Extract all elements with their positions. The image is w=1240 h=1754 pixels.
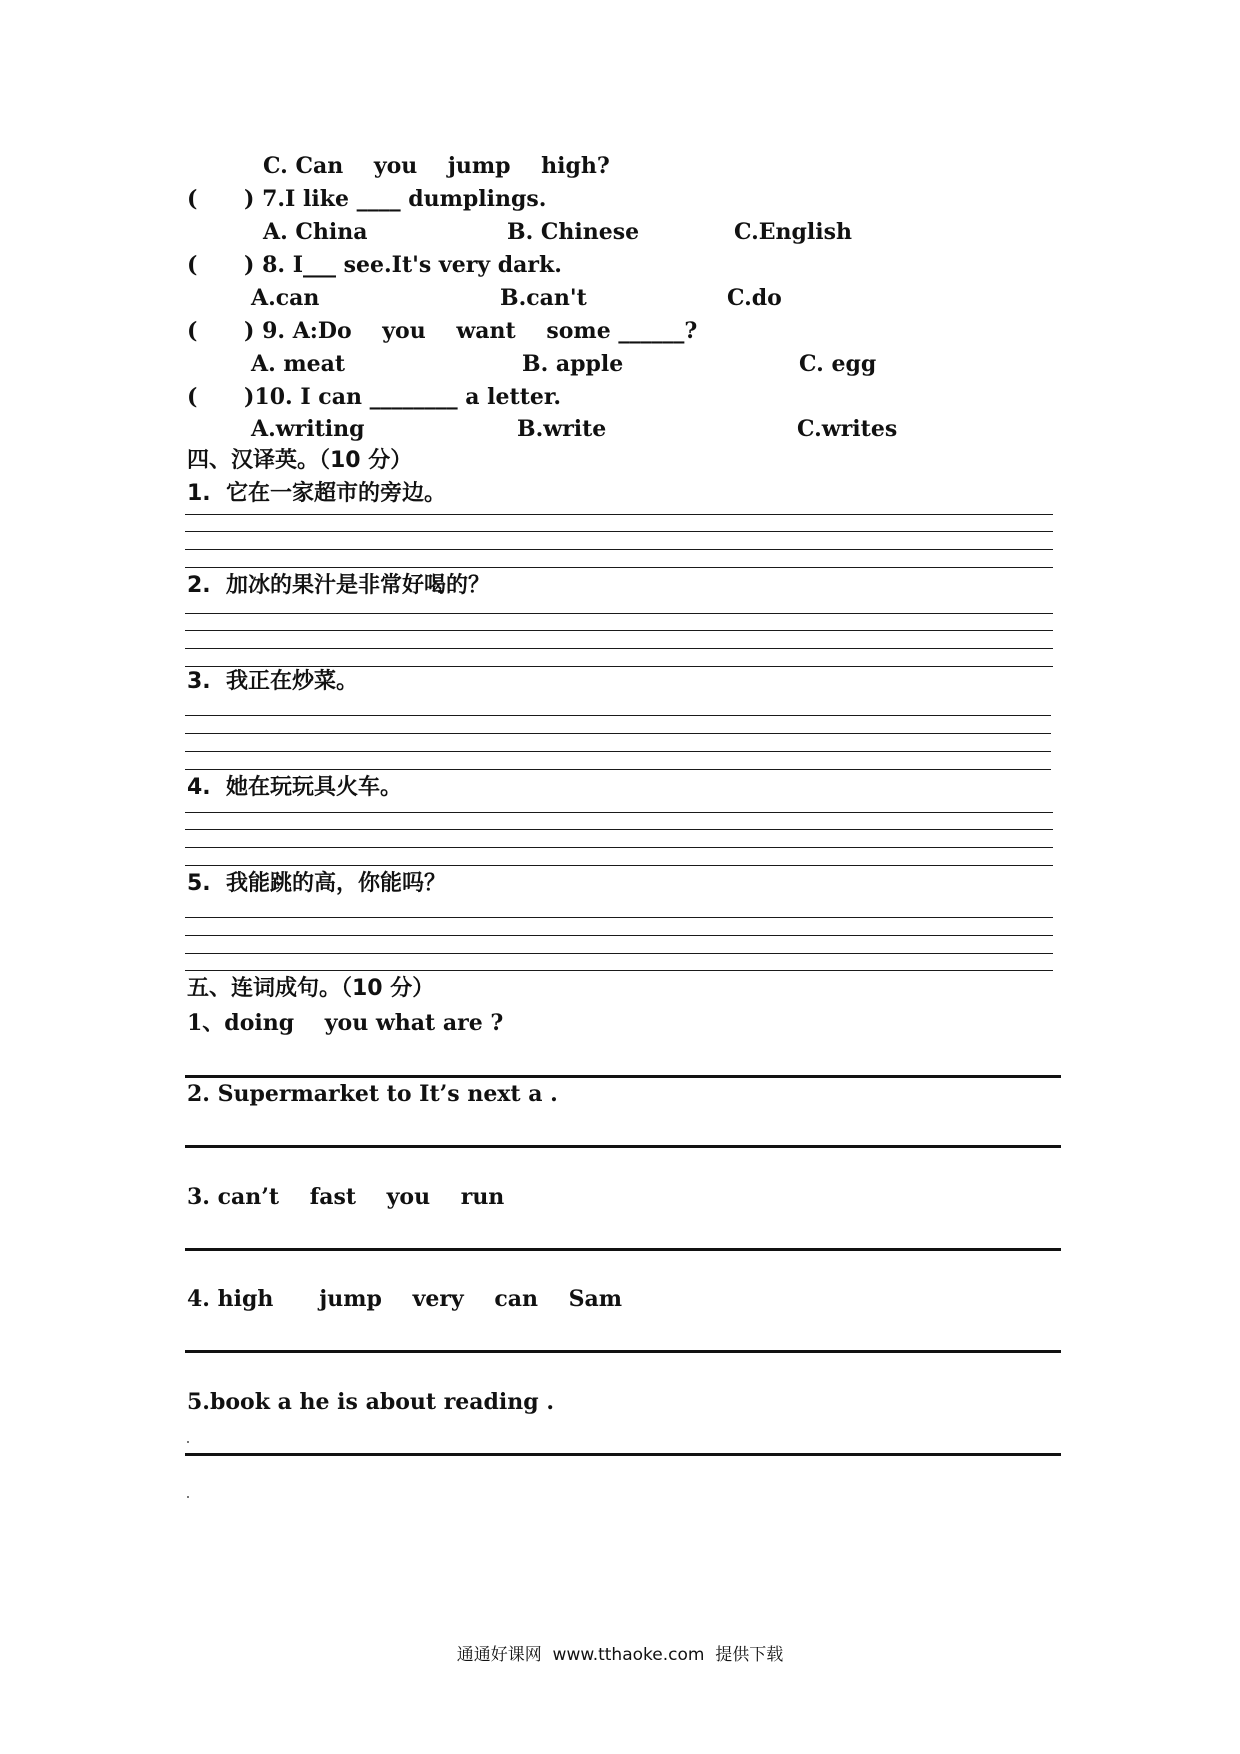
section4-item-5: 5. 我能跳的高，你能吗？ (187, 871, 446, 896)
answer-line (185, 769, 1051, 770)
q7-option-c: C.English (734, 219, 853, 245)
section5-item-4: 4. high jump very can Sam (187, 1286, 623, 1312)
answer-line (185, 812, 1053, 813)
answer-line (185, 751, 1051, 752)
answer-line (185, 865, 1053, 866)
section5-item-5: 5.book a he is about reading . (187, 1389, 554, 1415)
q9-stem: ) 9. A:Do you want some ______? (244, 318, 698, 344)
q10-option-c: C.writes (797, 416, 898, 442)
q9-paren: ( (187, 318, 198, 344)
answer-line (185, 953, 1053, 954)
q7-stem: ) 7.I like ____ dumplings. (244, 186, 547, 212)
section5-item-3: 3. can’t fast you run (187, 1184, 505, 1210)
answer-line (185, 1248, 1061, 1251)
answer-line (185, 847, 1053, 848)
answer-line (185, 514, 1053, 515)
footer-credit: 通通好课网 www.tthaoke.com 提供下载 (456, 1645, 784, 1665)
answer-line (185, 648, 1053, 649)
section5-item-1: 1、doing you what are ? (187, 1010, 504, 1036)
section4-item-4: 4. 她在玩玩具火车。 (187, 775, 402, 800)
answer-line (185, 666, 1053, 667)
answer-line (185, 531, 1053, 532)
answer-line (185, 1075, 1061, 1078)
section4-item-2: 2. 加冰的果汁是非常好喝的？ (187, 573, 490, 598)
q10-paren: ( (187, 384, 198, 410)
answer-line (185, 935, 1053, 936)
q8-option-a: A.can (251, 285, 320, 311)
q10-option-b: B.write (517, 416, 607, 442)
q8-paren: ( (187, 252, 198, 278)
q9-option-a: A. meat (251, 351, 346, 377)
answer-line (185, 829, 1053, 830)
section5-heading: 五、连词成句。（10 分） (187, 976, 435, 1001)
q6-option-c: C. Can you jump high? (263, 153, 610, 179)
section4-heading: 四、汉译英。（10 分） (187, 448, 413, 473)
answer-line (185, 549, 1053, 550)
speck (187, 1441, 189, 1443)
answer-line (185, 715, 1051, 716)
q7-option-a: A. China (263, 219, 368, 245)
q8-stem: ) 8. I___ see.It's very dark. (244, 252, 562, 278)
q9-option-c: C. egg (799, 351, 877, 377)
q7-paren: ( (187, 186, 198, 212)
q10-stem: )10. I can ________ a letter. (244, 384, 562, 410)
answer-line (185, 1350, 1061, 1353)
answer-line (185, 613, 1053, 614)
answer-line (185, 1453, 1061, 1456)
section4-item-3: 3. 我正在炒菜。 (187, 669, 358, 694)
answer-line (185, 733, 1051, 734)
answer-line (185, 567, 1053, 568)
answer-line (185, 970, 1053, 971)
section5-item-2: 2. Supermarket to It’s next a . (187, 1081, 558, 1107)
answer-line (185, 630, 1053, 631)
q7-option-b: B. Chinese (507, 219, 640, 245)
answer-line (185, 1145, 1061, 1148)
section4-item-1: 1. 它在一家超市的旁边。 (187, 481, 446, 506)
q9-option-b: B. apple (522, 351, 624, 377)
q8-option-b: B.can't (500, 285, 587, 311)
q8-option-c: C.do (727, 285, 782, 311)
answer-line (185, 917, 1053, 918)
speck (187, 1496, 189, 1498)
q10-option-a: A.writing (251, 416, 365, 442)
